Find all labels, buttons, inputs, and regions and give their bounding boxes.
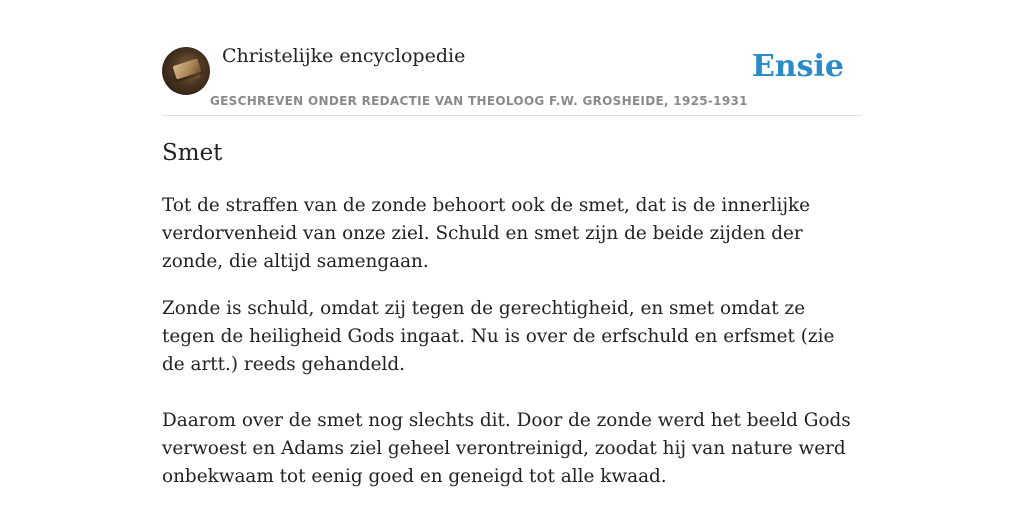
paragraph: Zonde is schuld, omdat zij tegen de gerechtigheid, en smet omdat ze tegen de heiligheid Gods ingaat. Nu is over de erfschuld en erfsmet (zie de artt.) reeds gehandeld. <box>162 298 835 375</box>
paragraph: Daarom over de smet nog slechts dit. Door de zonde werd het beeld Gods verwoest en Adams ziel geheel verontreinigd, zoodat hij van nature werd onbekwaam tot eenig goed en geneigd tot alle kwaad. <box>162 410 851 487</box>
page <box>162 0 862 512</box>
book-avatar-icon[interactable] <box>162 47 210 95</box>
paragraph: Tot de straffen van de zonde behoort ook de smet, dat is de innerlijke verdorvenheid van onze ziel. Schuld en smet zijn de beide zijden der zonde, die altijd samengaan. <box>162 195 811 272</box>
site-subtitle: GESCHREVEN ONDER REDACTIE VAN THEOLOOG F.W. GROSHEIDE, 1925-1931 <box>210 94 748 108</box>
site-title[interactable]: Christelijke encyclopedie <box>222 45 466 67</box>
header <box>162 0 862 116</box>
article-title: Smet <box>162 140 223 166</box>
brand-logo[interactable]: Ensie <box>751 49 844 84</box>
